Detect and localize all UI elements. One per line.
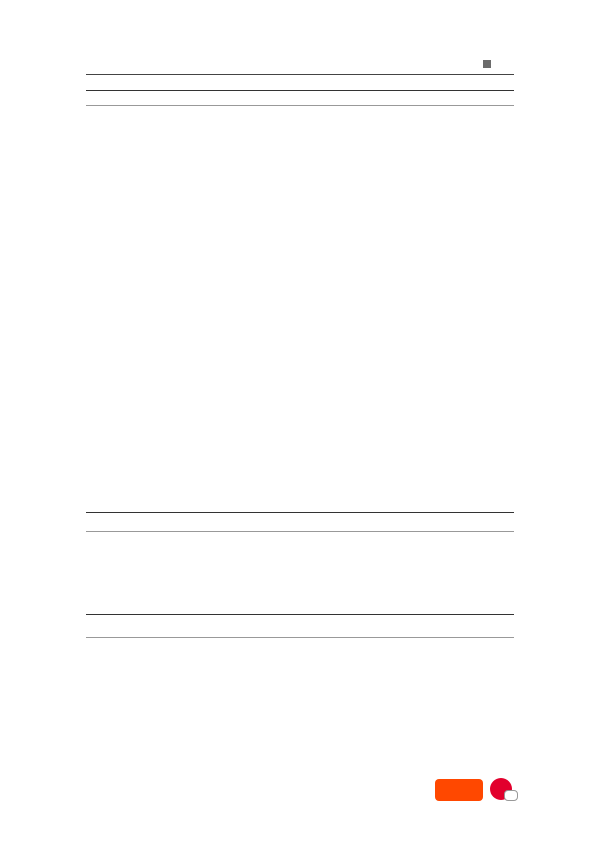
accessories-column-headers [86,615,514,638]
zigbee-version-badge [504,790,518,801]
module-column-headers [86,513,514,532]
brand-logo [483,60,493,68]
spotlight-section [86,80,514,106]
spotlight-section-header [86,80,514,91]
module-section-header [86,502,514,513]
col-cut-diameter [234,622,270,630]
col-pkg [314,622,340,630]
accessories-section [86,604,514,772]
accessories-section-header [86,604,514,615]
spotlight-column-headers [86,91,514,106]
col-dimension [270,622,314,630]
header-divider [86,74,514,75]
tuya-logo-icon [435,779,483,801]
module-section [86,502,514,532]
logo-mark-icon [483,60,491,68]
